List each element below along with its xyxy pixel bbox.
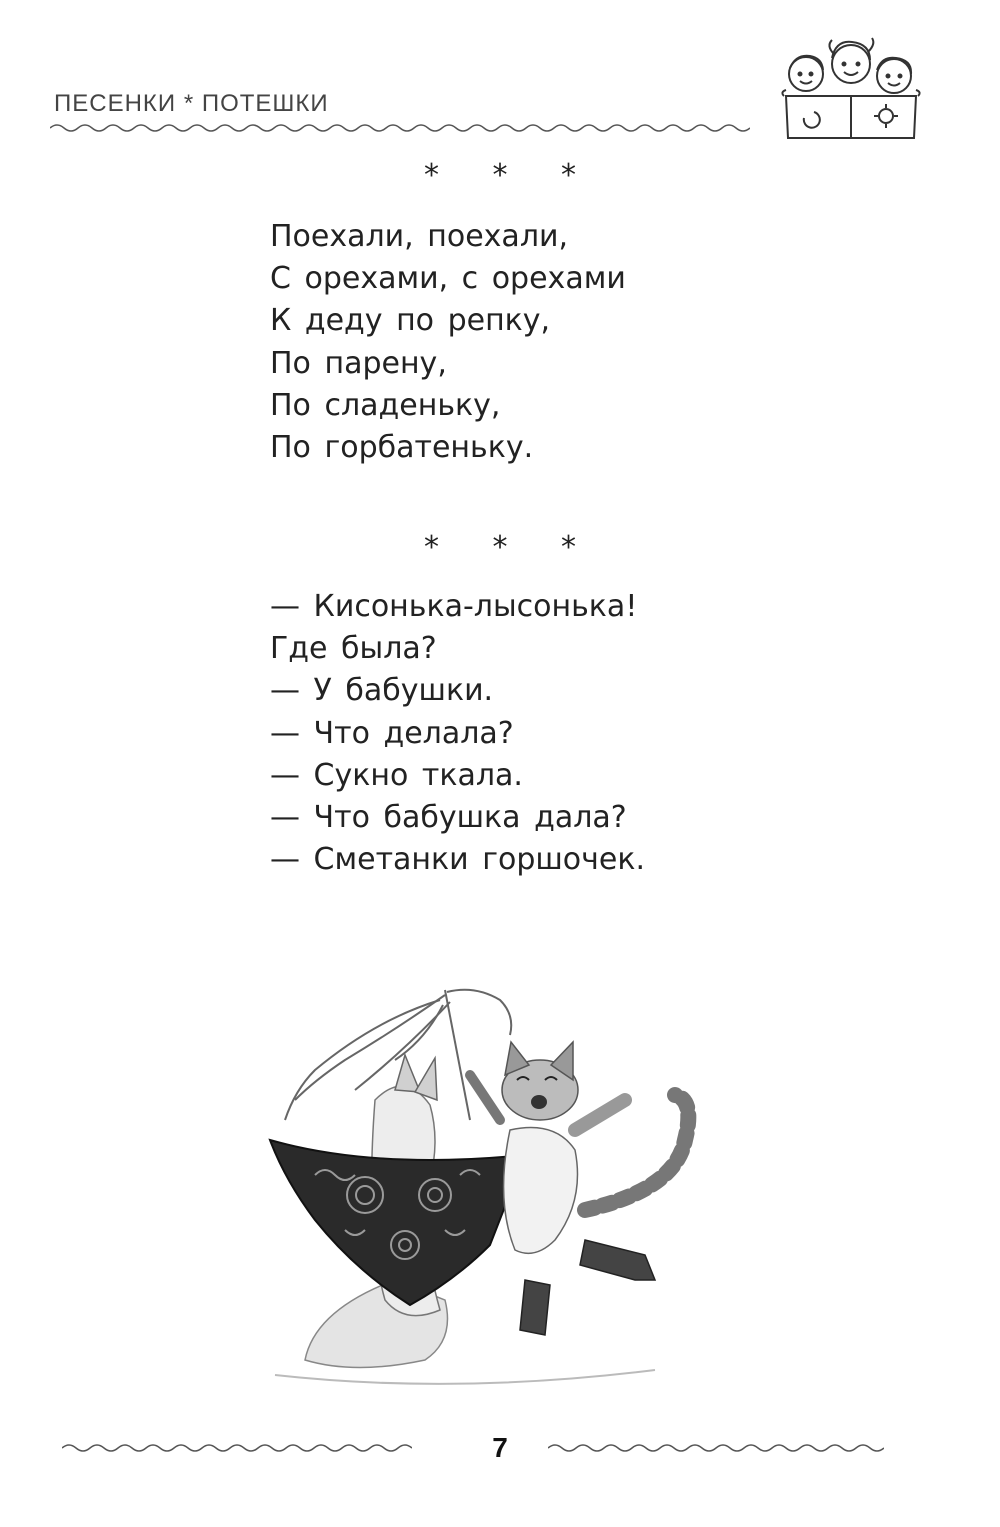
poem-line: — Кисонька-лысонька!	[270, 589, 638, 624]
kids-reading-book-icon	[776, 34, 926, 144]
poem-text	[270, 586, 645, 881]
running-title: ПЕСЕНКИ * ПОТЕШКИ	[54, 90, 329, 117]
footer-wave-divider-right	[548, 1442, 884, 1454]
poem-line: — Сукно ткала.	[270, 757, 523, 793]
poem-line: — Что бабушка дала?	[270, 800, 627, 836]
poem-line: По сладеньку,	[270, 387, 501, 423]
poem-line: — Сметанки горшочек.	[270, 842, 646, 878]
header-wave-divider	[50, 122, 750, 134]
stanza-separator: * * *	[423, 530, 599, 565]
stanza-separator: * * *	[423, 158, 599, 193]
poem-text	[270, 216, 626, 469]
poem-line: По горбатеньку.	[270, 430, 534, 466]
poem-line: — Что делала?	[270, 715, 514, 751]
poem-line: Поехали, поехали,	[270, 219, 569, 254]
poem-line: — У бабушки.	[270, 673, 494, 709]
cat-and-fox-illustration	[255, 980, 745, 1400]
page-number: 7	[492, 1432, 508, 1463]
poem-line: К деду по репку,	[270, 303, 551, 339]
poem-line: С орехами, с орехами	[270, 261, 626, 297]
poem-line: Где была?	[270, 631, 437, 667]
poem-line: По парену,	[270, 345, 447, 381]
